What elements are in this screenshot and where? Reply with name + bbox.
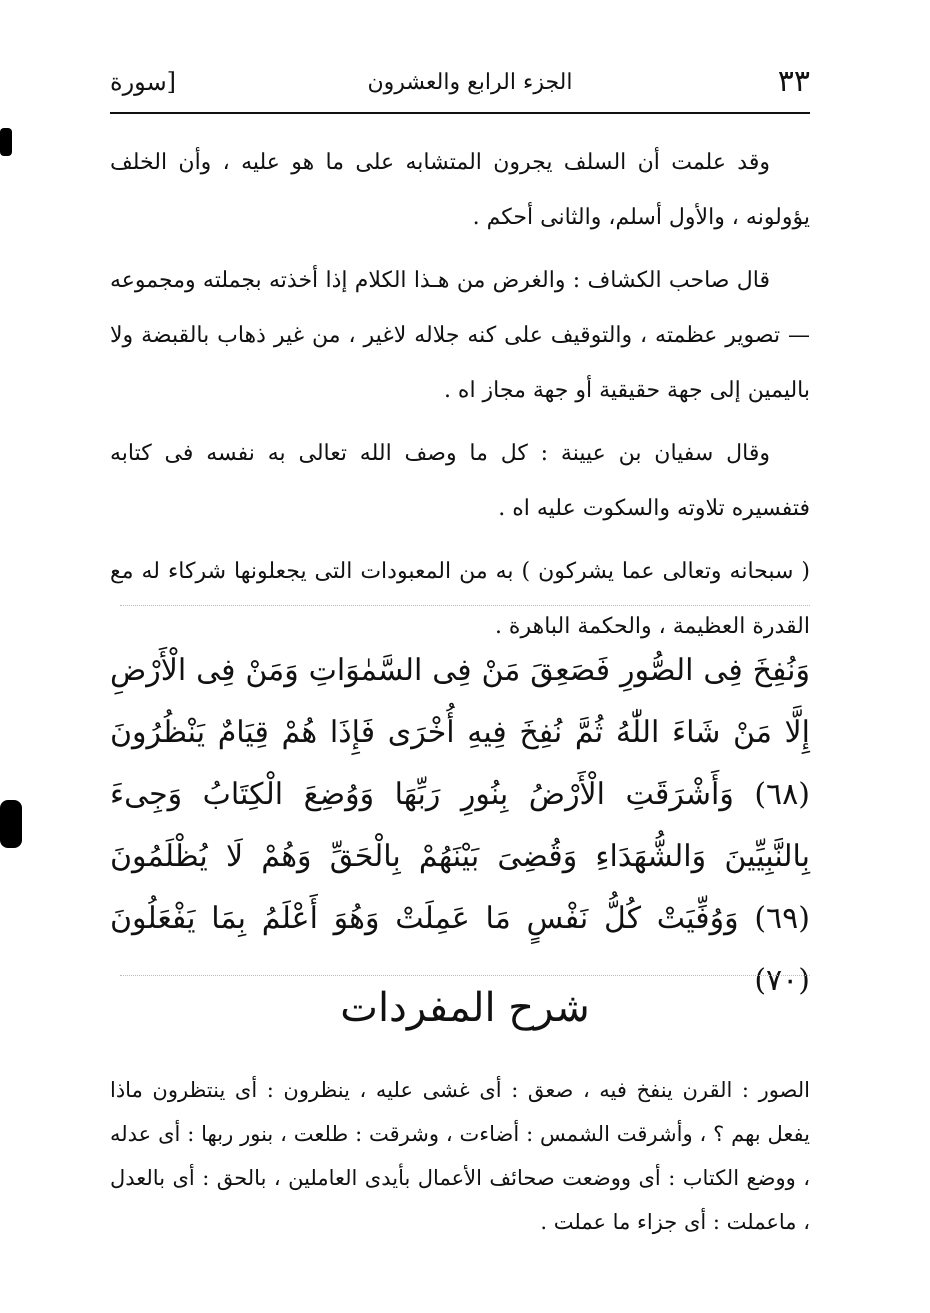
- section-title: شرح المفردات: [340, 985, 590, 1031]
- scan-mark: [0, 800, 22, 848]
- page-header: [110, 62, 810, 110]
- commentary-paragraph-4: ( سبحانه وتعالى عما يشركون ) به من المعبودات التى يجعلونها شركاء له مع القدرة العظيمة ، والحكمة الباهرة .: [110, 559, 810, 639]
- commentary-paragraph-2: قال صاحب الكشاف : والغرض من هـذا الكلام إذا أخذته بجملته ومجموعه — تصوير عظمته ، والتوقيف على كنه جلاله لاغير ، من غير ذهاب بالقبضة ولا باليمين إلى جهة حقيقية أو جهة مجاز اه .: [110, 268, 810, 403]
- scan-mark: [0, 128, 12, 156]
- commentary-section: [110, 135, 810, 654]
- commentary-paragraph-1: وقد علمت أن السلف يجرون المتشابه على ما هو عليه ، وأن الخلف يؤولونه ، والأول أسلم، والثانى أحكم .: [110, 150, 810, 230]
- glossary-text: الصور : القرن ينفخ فيه ، صعق : أى غشى عليه ، ينظرون : أى ينتظرون ماذا يفعل بهم ؟ ، وأشرقت الشمس : أضاءت ، وشرقت : طلعت ، بنور ربها : أى عدله ، ووضع الكتاب : أى ووضعت صحائف الأعمال بأيدى العاملين ، بالحق : أى بالعدل ، ماعملت : أى جزاء ما عملت .: [110, 1078, 810, 1234]
- quran-verses: وَنُفِخَ فِى الصُّورِ فَصَعِقَ مَنْ فِى السَّمٰوَاتِ وَمَنْ فِى الْأَرْضِ إِلَّا مَنْ شَاءَ اللّٰهُ ثُمَّ نُفِخَ فِيهِ أُخْرَى فَإِذَا هُمْ قِيَامٌ يَنْظُرُونَ (٦٨) وَأَشْرَقَتِ الْأَرْضُ بِنُورِ رَبِّهَا وَوُضِعَ الْكِتَابُ وَجِىءَ بِالنَّبِيِّينَ وَالشُّهَدَاءِ وَقُضِىَ بَيْنَهُمْ بِالْحَقِّ وَهُمْ لَا يُظْلَمُونَ (٦٩) وَوُفِّيَتْ كُلُّ نَفْسٍ مَا عَمِلَتْ وَهُوَ أَعْلَمُ بِمَا يَفْعَلُونَ (٧٠): [110, 653, 810, 998]
- surah-label: [سورة: [110, 68, 177, 96]
- header-rule: [110, 112, 810, 114]
- running-title: الجزء الرابع والعشرون: [367, 70, 573, 95]
- commentary-paragraph-3: وقال سفيان بن عيينة : كل ما وصف الله تعالى به نفسه فى كتابه فتفسيره تلاوته والسكوت عليه اه .: [110, 441, 810, 521]
- separator-line: [120, 975, 810, 976]
- separator-line: [120, 605, 810, 606]
- page-number: ٣٣: [777, 64, 810, 99]
